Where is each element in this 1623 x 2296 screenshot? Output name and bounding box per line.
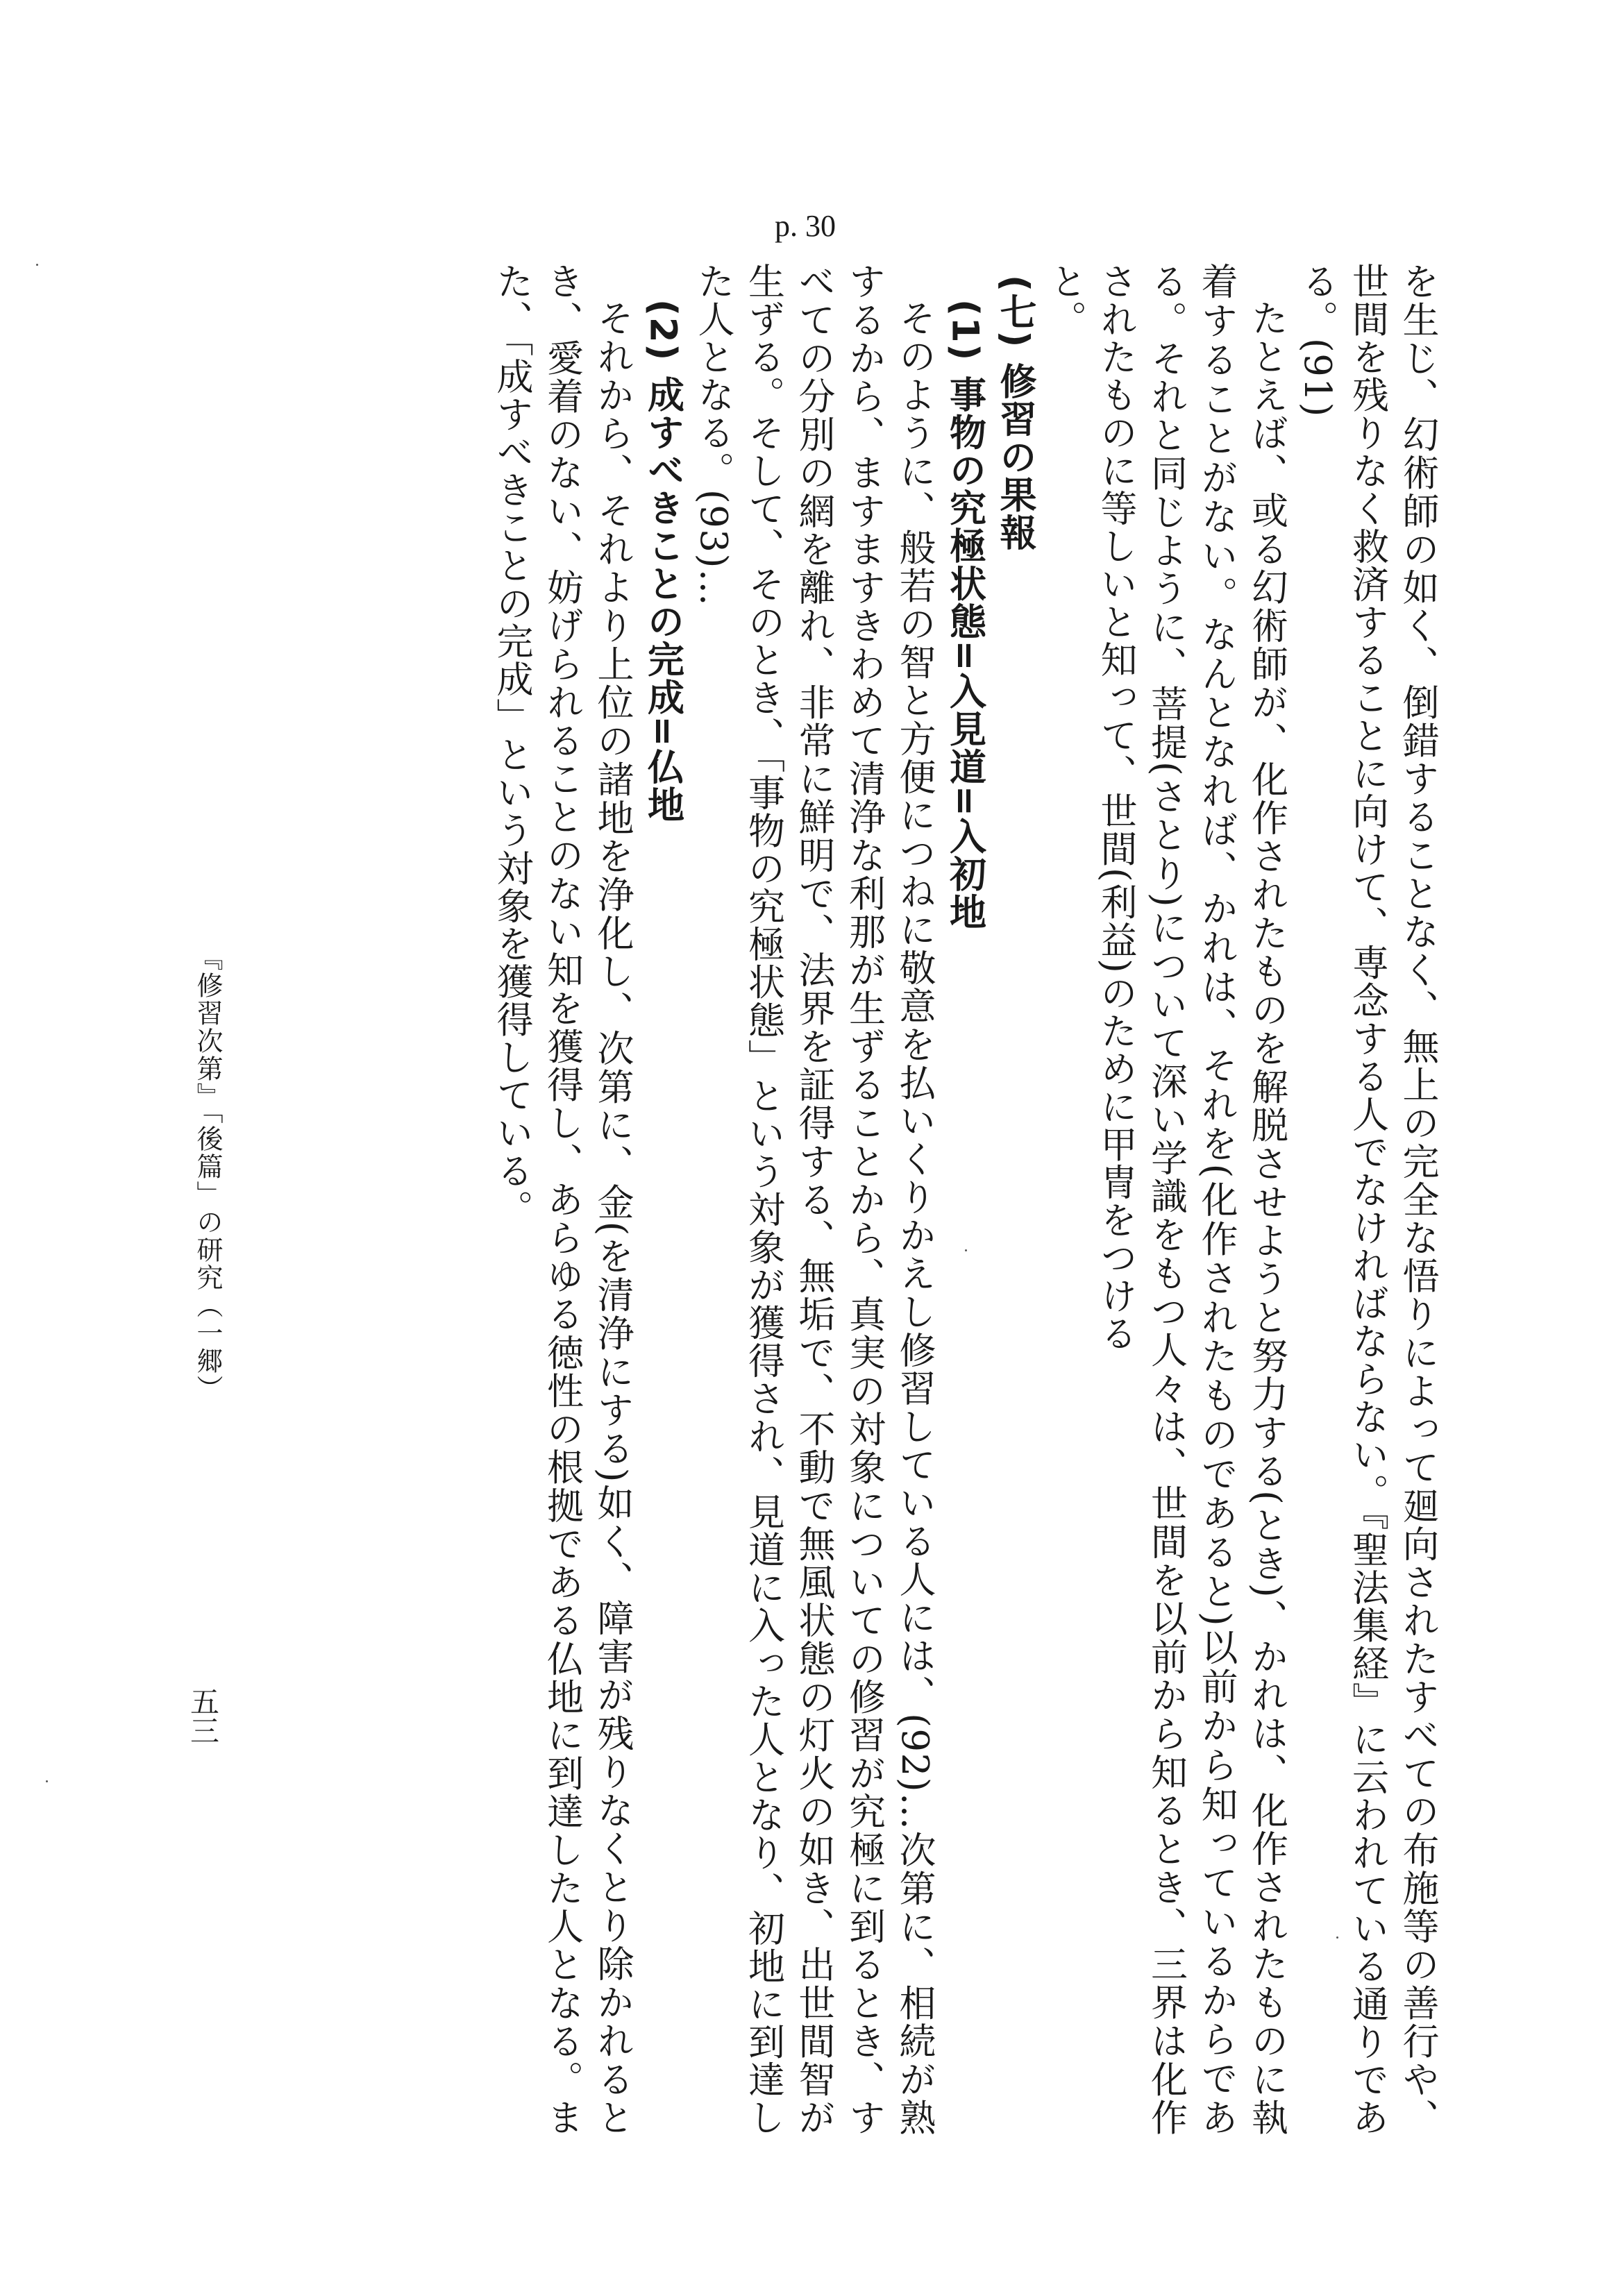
scan-speck <box>1336 1936 1338 1939</box>
scan-speck <box>36 264 38 266</box>
scan-speck <box>46 1780 48 1782</box>
paragraph-path-of-seeing: そのように、般若の智と方便につねに敬意を払いくりかえし修習している人には、(92)…次第に、相続が熟するから、ますますきわめて清浄な利那が生ずることから、真実の対象についての修習が究極に到るとき、すべての分別の網を離れ、非常に鮮明で、法界を証得する、無垢で、不動で無風状態の灯火の如き、出世間智が生ずる。そして、そのとき、「事物の究極状態」という対象が獲得され、見道に入った人となり、初地に到達した人となる。(93)… <box>692 262 936 2136</box>
paragraph-closing-quote: と。 <box>1044 262 1087 338</box>
scan-speck <box>965 1249 967 1251</box>
running-title: 『修習次第』「後篇」の研究（一郷） <box>192 944 223 1403</box>
folio-number: 五三 <box>186 1687 220 1745</box>
main-text-column <box>487 262 1443 2136</box>
paragraph-buddha-stage: それから、それより上位の諸地を浄化し、次第に、金(を清浄にする)如く、障害が残りなくとり除かれるとき、愛着のない、妨げられることのない知を獲得し、あらゆる徳性の根拠である仏地に到達した人となる。また、「成すべきことの完成」という対象を獲得している。 <box>491 262 634 2136</box>
paragraph-illusionist: たとえば、或る幻術師が、化作されたものを解脱させようと努力する(とき)、かれは、化作されたものに執着することがない。なんとなれば、かれは、それを(化作されたものであると)以前から知っているからである。それと同じように、菩提(さとり)について深い学識をもつ人々は、世間を以前から知るとき、三界は化作されたものに等しいと知って、世間(利益)のために甲冑をつける <box>1095 262 1288 2136</box>
page-label: p. 30 <box>775 209 836 243</box>
paragraph-continuation: を生じ、幻術師の如く、倒錯することなく、無上の完全な悟りによって廻向されたすべての布施等の善行や、世間を残りなく救済することに向けて、専念する人でなければならない。『聖法集経』に云われている通りである。(91) <box>1296 262 1439 2136</box>
subsection-heading-2: (2) 成すべきことの完成=仏地 <box>641 299 684 824</box>
section-heading: (七) 修習の果報 <box>994 275 1036 552</box>
subsection-heading-1: (1) 事物の究極状態=入見道=入初地 <box>943 299 986 931</box>
